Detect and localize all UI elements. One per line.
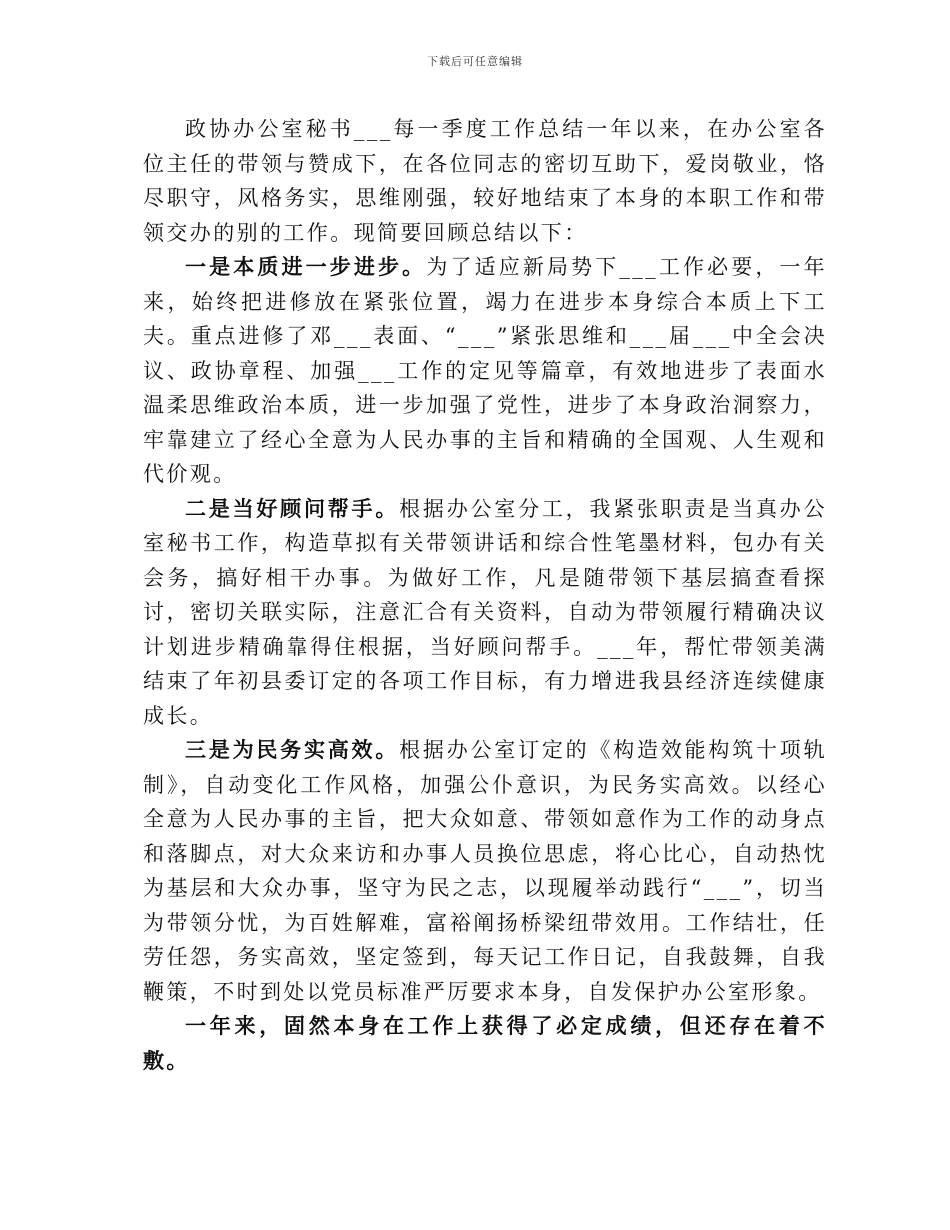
paragraph-service (143, 733, 827, 1009)
paragraph-text: 一年来，固然本身在工作上获得了必定成绩，但还存在着不敷。 (143, 1013, 827, 1073)
paragraph-text: 根据办公室分工，我紧张职责是当真办公室秘书工作，构造草拟有关带领讲话和综合性笔墨材料，包办有关会务，搞好相干办事。为做好工作，凡是随带领下基层搞查看探讨，密切关联实际，注意汇合有关资料，自动为带领履行精确决议计划进步精确靠得住根据，当好顾问帮手。___年，帮忙带领美满结束了年初县委订定的各项工作目标，有力增进我县经济连续健康成长。 (143, 496, 828, 728)
paragraph-lead: 一是本质进一步进步。 (185, 254, 427, 279)
paragraph-lead: 三是为民务实高效。 (185, 737, 400, 762)
paragraph-text: 政协办公室秘书___每一季度工作总结一年以来，在办公室各位主任的带领与赞成下，在各位同志的密切互助下，爱岗敬业，恪尽职守，风格务实，思维刚强，较好地结束了本身的本职工作和带领交办的别的工作。现简要回顾总结以下： (143, 117, 827, 245)
document-body (143, 112, 827, 1078)
paragraph-quality (143, 250, 827, 492)
paragraph-lead: 二是当好顾问帮手。 (185, 495, 400, 521)
page-header: 下载后可任意编辑 (427, 55, 523, 68)
paragraph-text: 为了适应新局势下___工作必要，一年来，始终把进修放在紧张位置，竭力在进步本身综合本质上下工夫。重点进修了邓___表面、“___”紧张思维和___届___中全会决议、政协章程、加强___工作的定见等篇章，有效地进步了表面水温柔思维政治本质，进一步加强了党性，进步了本身政治洞察力，牢靠建立了经心全意为人民办事的主旨和精确的全国观、人生观和代价观。 (143, 255, 828, 486)
paragraph-text: 根据办公室订定的《构造效能构筑十项轨制》，自动变化工作风格，加强公仆意识，为民务实高效。以经心全意为人民办事的主旨，把大众如意、带领如意作为工作的动身点和落脚点，对大众来访和办事人员换位思虑，将心比心，自动热忱为基层和大众办事，坚守为民之志，以现履举动践行“___”，切当为带领分忧，为百姓解难，富裕阐扬桥梁纽带效用。工作结壮，任劳任怨，务实高效，坚定签到，每天记工作日记，自我鼓舞，自我鞭策，不时到处以党员标准严厉要求本身，自发保护办公室形象。 (143, 738, 828, 1004)
closing-paragraph (143, 1009, 827, 1078)
intro-paragraph (143, 112, 827, 250)
paragraph-advisor (143, 492, 827, 734)
